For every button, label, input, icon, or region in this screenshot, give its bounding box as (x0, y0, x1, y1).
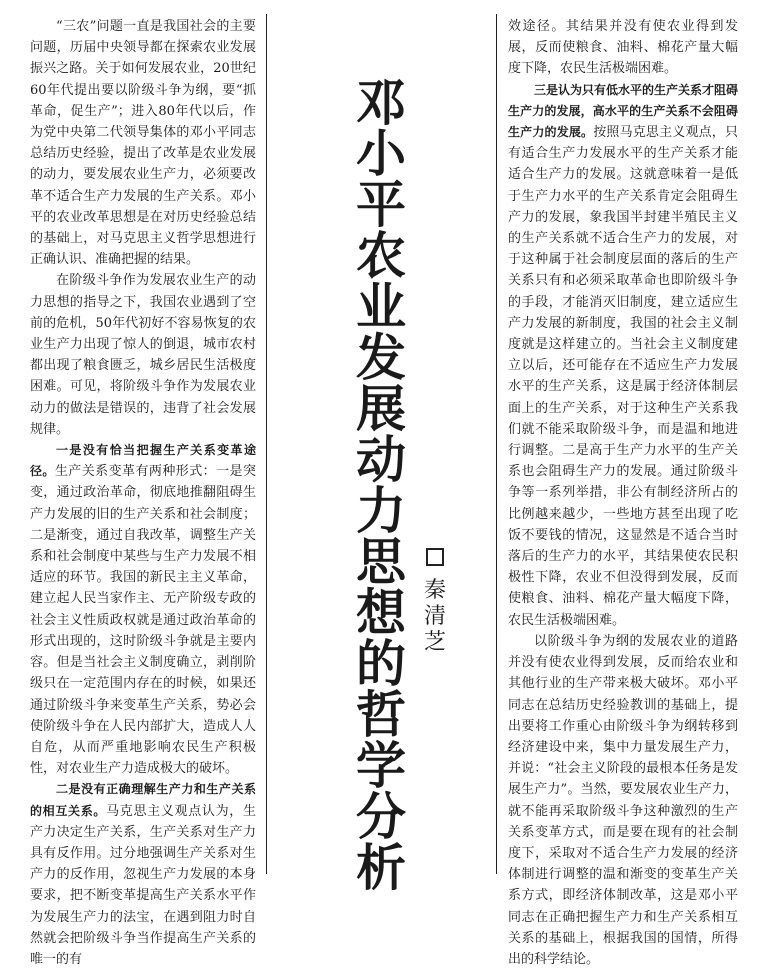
author-name: 秦清芝 (423, 578, 446, 655)
byline-box-icon (426, 548, 444, 566)
left-paragraph-3 (30, 440, 256, 779)
left-text-column (30, 16, 256, 967)
section-lead-3: 三是认为只有低水平的生产关系才阻碍生产力的发展，高水平的生产关系不会阻碍生产力的发展。 (508, 82, 739, 140)
right-paragraph-1 (508, 16, 738, 80)
paragraph-text: 按照马克思主义观点，只有适合生产力发展水平的生产关系才能适合生产力的发展。这就意味着一是低于生产力水平的生产关系肯定会阻碍生产力的发展，象我国半封建半殖民主义的生产关系就不适合生产力的发展，对于这种属于社会制度层面的落后的生产关系只有和必须采取革命也即阶级斗争的手段，才能消灭旧制度，建立适应生产力发展的新制度，我国的社会主义制度就是这样建立的。当社会主义制度建立以后，还可能存在不适应生产力发展水平的生产关系，这是属于经济体制层面上的生产关系，对于这种生产关系我们就不能采取阶级斗争，而是温和地进行调整。二是高于生产力水平的生产关系也会阻碍生产力的发展。通过阶级斗争等一系列举措，非公有制经济所占的比例越来越少，一些地方甚至出现了吃饭不要钱的情况，这显然是不适合当时落后的生产力的水平，其结果使农民积极性下降，农业不但没得到发展，反而使粮食、油料、棉花产量大幅度下降，农民生活极端困难。 (508, 125, 738, 628)
column-divider-right (496, 14, 497, 874)
right-paragraph-2 (508, 80, 738, 631)
paragraph-text: 以阶级斗争为纲的发展农业的道路并没有使农业得到发展，反而给农业和其他行业的生产带来极大破坏。邓小平同志在总结历史经验教训的基础上，提出要将工作重心由阶级斗争为纲转移到经济建设中来，集中力量发展生产力，并说：“社会主义阶段的最根本任务是发展生产力”。当然，要发展农业生产力，就不能再采取阶级斗争这种激烈的生产关系变革方式，而是要在现有的社会制度下，采取对不适合生产力发展的经济体制进行调整的温和渐变的变革生产关系方式，即经济体制改革，这是邓小平同志在正确把握生产力和生产关系相互关系的基础上，根据我国的国情，所得出的科学结论。 (508, 633, 738, 967)
column-divider-left (266, 14, 267, 874)
byline (420, 548, 450, 656)
paragraph-text: “三农”问题一直是我国社会的主要问题，历届中央领导都在探索农业发展振兴之路。关于如何发展农业，20世纪60年代提出要以阶级斗争为纲，要“抓革命，促生产”；进入80年代以后，作为党中央第二代领导集体的邓小平同志总结历史经验，提出了改革是农业发展的动力，要发展农业生产力，必须要改革不适合生产力发展的生产关系。邓小平的农业改革思想是在对历史经验总结的基础上，对马克思主义哲学思想进行正确认识、准确把握的结果。 (30, 19, 256, 268)
right-paragraph-3 (508, 631, 738, 970)
paragraph-text: 生产关系变革有两种形式：一是突变，通过政治革命，彻底地推翻阻碍生产力发展的旧的生产关系和社会制度；二是渐变，通过自我改革，调整生产关系和社会制度中某些与生产力发展不相适应的环节。我国的新民主主义革命，建立起人民当家作主、无产阶级专政的社会主义性质政权就是通过政治革命的形式出现的，这时阶级斗争就是主要内容。但是当社会主义制度确立，剥削阶级只在一定范围内存在的时候，如果还通过阶级斗争来变革生产关系，势必会使阶级斗争在人民内部扩大，造成人人自危，从而严重地影响农民生产积极性，对农业生产力造成极大的破坏。 (30, 464, 256, 777)
paragraph-text: 在阶级斗争作为发展农业生产的动力思想的指导之下，我国农业遇到了空前的危机，50年代初好不容易恢复的农业生产力出现了惊人的倒退，城市农村都出现了粮食匮乏，城乡居民生活极度困难。可见，将阶级斗争作为发展农业动力的做法是错误的，违背了社会发展规律。 (30, 273, 256, 437)
section-lead-2: 二是没有正确理解生产力和生产关系的相互关系。 (30, 782, 256, 818)
paragraph-text: 马克思主义观点认为，生产力决定生产关系，生产关系对生产力具有反作用。过分地强调生产关系对生产力的反作用，忽视生产力发展的本身要求，把不断变革提高生产关系水平作为发展生产力的法宝，在遇到阻力时自然就会把阶级斗争当作提高生产关系的唯一的有 (30, 803, 256, 967)
right-text-column (508, 16, 739, 967)
paragraph-text: 效途径。其结果并没有使农业得到发展，反而使粮食、油料、棉花产量大幅度下降，农民生活极端困难。 (508, 19, 738, 77)
section-lead-1: 一是没有恰当把握生产关系变革途径。 (30, 443, 256, 479)
left-paragraph-4 (30, 779, 256, 970)
left-paragraph-2 (30, 270, 256, 440)
left-paragraph-1 (30, 16, 256, 270)
article-title: 邓小平农业发展动力思想的哲学分析 (356, 74, 406, 897)
